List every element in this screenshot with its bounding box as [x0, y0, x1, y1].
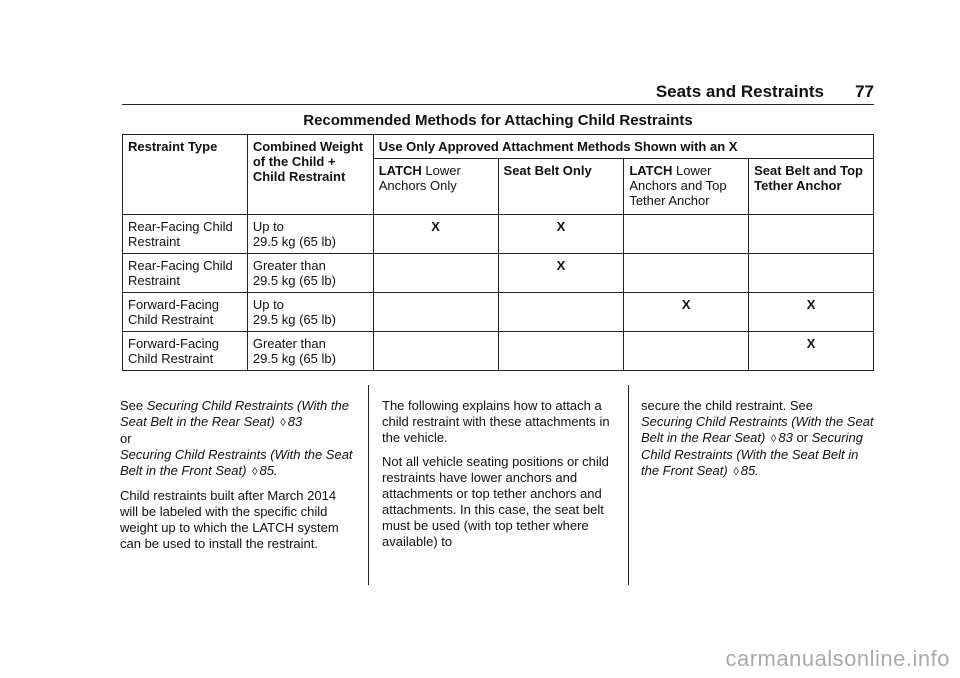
table-header-row	[123, 135, 874, 159]
paragraph	[641, 398, 876, 480]
or-text: or	[120, 431, 132, 446]
cross-reference-link[interactable]: Securing Child Restraints (With the Seat Belt in the Front Seat)	[120, 447, 353, 478]
cell-method-1	[373, 332, 498, 371]
page-reference[interactable]: 83	[778, 430, 793, 445]
column-divider	[628, 385, 629, 585]
weight-qualifier: Up to	[252, 297, 284, 312]
paragraph	[120, 398, 355, 480]
page-header	[122, 82, 874, 105]
cell-method-3: X	[624, 293, 749, 332]
weight-value: 29.5 kg (65 lb)	[252, 351, 336, 366]
cell-method-4: X	[749, 293, 874, 332]
text-column-2	[382, 398, 617, 558]
cell-restraint-type: Rear-Facing Child Restraint	[123, 215, 248, 254]
page-ref-icon: ◊	[252, 466, 258, 478]
cell-method-3	[624, 215, 749, 254]
cell-method-1	[373, 293, 498, 332]
page-reference[interactable]: 85.	[740, 463, 759, 478]
cell-method-1	[373, 254, 498, 293]
table-row	[123, 332, 874, 371]
paragraph: Not all vehicle seating positions or child restraints have lower anchors and attachments or top tether anchors and attachments. In this case, the seat belt must be used (with top tether where available) to	[382, 454, 609, 549]
paragraph: The following explains how to attach a child restraint with these attachments in the vehicle.	[382, 398, 610, 445]
page-ref-icon: ◊	[280, 417, 286, 429]
header-belt-tether: Seat Belt and Top Tether Anchor	[749, 159, 874, 215]
cell-method-3	[624, 254, 749, 293]
table-row	[123, 254, 874, 293]
cell-restraint-type: Forward-Facing Child Restraint	[123, 332, 248, 371]
cell-method-2	[498, 332, 624, 371]
cell-method-2: X	[498, 215, 624, 254]
cross-reference-link[interactable]: Securing Child Restraints (With the Seat Belt in the Rear Seat)	[641, 414, 874, 445]
cell-method-4	[749, 254, 874, 293]
cell-method-3	[624, 332, 749, 371]
weight-value: 29.5 kg (65 lb)	[252, 273, 336, 288]
header-restraint-type: Restraint Type	[123, 135, 248, 215]
weight-qualifier: Greater than	[252, 258, 326, 273]
cell-method-4	[749, 215, 874, 254]
cell-weight	[247, 332, 373, 371]
page-reference[interactable]: 85.	[259, 463, 278, 478]
table-title: Recommended Methods for Attaching Child Restraints	[303, 112, 693, 129]
header-latch-lower-anchors	[373, 159, 498, 215]
header-seat-belt-only: Seat Belt Only	[498, 159, 624, 215]
weight-value: 29.5 kg (65 lb)	[252, 312, 336, 327]
page-reference[interactable]: 83	[287, 414, 303, 429]
cross-reference-link[interactable]: Securing Child Restraints (With the Seat Belt in the Front Seat)	[641, 430, 863, 478]
text-column-1	[120, 398, 355, 560]
table-row	[123, 293, 874, 332]
weight-qualifier: Greater than	[252, 336, 326, 351]
header-latch-lower-tether	[624, 159, 749, 215]
cell-weight	[247, 215, 373, 254]
text-column-3	[641, 398, 876, 488]
latch-label: LATCH	[629, 163, 673, 178]
or-text: or	[796, 430, 809, 445]
column-divider	[368, 385, 369, 585]
cross-reference-link[interactable]: Securing Child Restraints (With the Seat Belt in the Rear Seat)	[120, 398, 349, 429]
lead-text: secure the child restraint. See	[641, 398, 813, 413]
weight-value: 29.5 kg (65 lb)	[252, 234, 336, 249]
latch-label: LATCH	[378, 163, 422, 178]
cell-method-4: X	[749, 332, 874, 371]
cell-weight	[247, 254, 373, 293]
page-number: 77	[855, 82, 874, 101]
watermark: carmanualsonline.info	[725, 646, 950, 671]
page-ref-icon: ◊	[733, 466, 739, 478]
page-ref-icon: ◊	[770, 433, 777, 445]
section-title: Seats and Restraints	[655, 82, 824, 101]
header-combined-weight: Combined Weight of the Child + Child Restraint	[247, 135, 373, 215]
header-methods-group: Use Only Approved Attachment Methods Shown with an X	[373, 135, 873, 159]
cell-method-2: X	[498, 254, 624, 293]
see-text: See	[120, 398, 144, 413]
cell-restraint-type: Rear-Facing Child Restraint	[123, 254, 248, 293]
cell-weight	[247, 293, 373, 332]
cell-method-1: X	[373, 215, 498, 254]
latch-tether-rest: Lower Anchors and Top Tether Anchor	[629, 163, 727, 208]
cell-restraint-type: Forward-Facing Child Restraint	[123, 293, 248, 332]
cell-method-2	[498, 293, 624, 332]
weight-qualifier: Up to	[252, 219, 284, 234]
paragraph: Child restraints built after March 2014 will be labeled with the specific child weight up to which the LATCH system can be used to install the restraint.	[120, 488, 339, 551]
latch-lower-rest: Lower Anchors Only	[378, 163, 461, 193]
attachment-methods-table	[122, 134, 874, 371]
table-row	[123, 215, 874, 254]
